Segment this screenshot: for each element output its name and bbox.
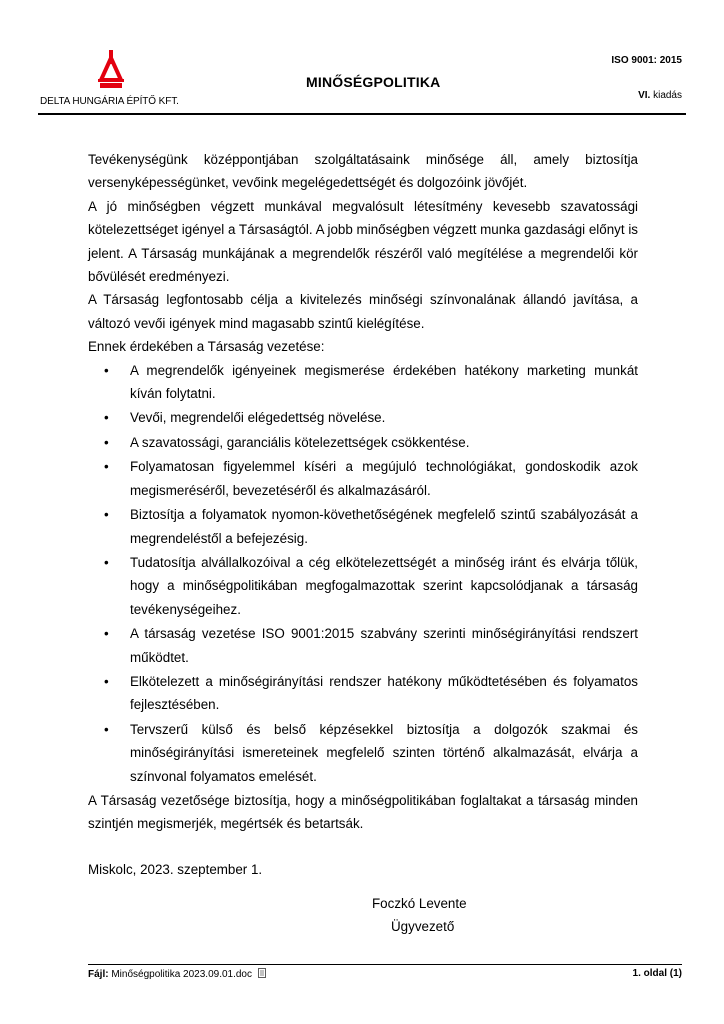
file-label: Fájl: [88,969,109,980]
list-item-text: A megrendelők igényeinek megismerése érdekében hatékony marketing munkát kíván folytatni. [130,362,638,402]
list-item-text: A szavatossági, garanciális kötelezettségek csökkentése. [130,434,470,450]
paragraph-3: A Társaság legfontosabb célja a kivitelezés minőségi színvonalának állandó javítása, a változó vevői igények mind magasabb szintű kielégítése. [88,292,638,331]
list-item-text: Tudatosítja alvállalkozóival a cég elkötelezettségét a minőség iránt és elvárja tőlük, hogy a minőségpolitikában megfogalmazottak szerint kapcsolódjanak a társaság tevékenységeihez. [130,554,638,617]
bullet-icon: • [104,362,109,378]
document-title: MINŐSÉGPOLITIKA [306,74,441,90]
paragraph-5: A Társaság vezetősége biztosítja, hogy a minőségpolitikában foglaltakat a társaság minden szintjén megismerjék, megértsék és betartsák. [88,792,638,832]
document-icon [257,968,267,978]
bullet-icon: • [104,721,109,737]
list-item [88,431,638,454]
list-item-text: Vevői, megrendelői elégedettség növelése. [130,410,386,426]
bullet-icon: • [104,434,109,450]
bullet-icon: • [104,507,109,523]
list-item-text: Biztosítja a folyamatok nyomon-követhetőségének megfelelő szintű szabályozását a megrendeléstől a befejezésig. [130,507,638,546]
list-item-text: Elkötelezett a minőségirányítási rendszer hatékony működtetésében és folyamatos fejlesztésében. [130,673,638,713]
signatory-role: Ügyvezető [391,919,455,934]
place-date: Miskolc, 2023. szeptember 1. [88,861,263,877]
list-item-text: Folyamatosan figyelemmel kíséri a megújuló technológiákat, gondoskodik azok megismeréséről, bevezetéséről és alkalmazásáról. [130,459,638,498]
edition-label [638,90,682,101]
list-item [88,455,638,502]
page-total: (1) [669,968,682,979]
page-number: 1. oldal [632,968,667,979]
edition-number: VI. [638,90,651,101]
policy-list [88,359,638,788]
document-body [88,148,638,881]
paragraph-4: Ennek érdekében a Társaság vezetése: [88,339,325,355]
list-item [88,718,638,788]
spacer [88,836,638,858]
bullet-icon: • [104,673,109,689]
signatory-name: Foczkó Levente [372,896,467,911]
bullet-icon: • [104,410,109,426]
list-item [88,670,638,717]
iso-standard: ISO 9001: 2015 [611,55,682,66]
bullet-icon: • [104,554,109,570]
paragraph-1: Tevékenységünk középpontjában szolgáltatásaink minősége áll, amely biztosítja versenyképességünket, vevőink megelégedettségét és dolgozóink jövőjét. [88,152,638,191]
bullet-icon: • [104,459,109,475]
bullet-icon: • [104,626,109,642]
list-item-text: Tervszerű külső és belső képzésekkel biztosítja a dolgozók szakmai és minőségirányítási ismereteinek megfelelő szinten történő alkalmazását, elvárja a színvonal folyamatos emelését. [130,721,638,784]
list-item [88,503,638,550]
company-logo-icon [98,50,124,90]
page-indicator [633,968,682,979]
edition-text: kiadás [650,90,682,101]
file-name: Minőségpolitika 2023.09.01.doc [108,969,252,980]
list-item [88,551,638,621]
page-header [0,0,724,120]
footer-file [88,968,267,980]
list-item-text: A társaság vezetése ISO 9001:2015 szabvány szerinti minőségirányítási rendszert működtet. [130,626,638,665]
list-item [88,406,638,429]
footer-divider [88,964,682,965]
paragraph-2: A jó minőségben végzett munkával megvalósult létesítmény kevesebb szavatossági kötelezettséget igényel a Társaságtól. A jobb minőségben végzett munka gazdasági előnyt is jelent. A Társaság munkájának a megrendelők részéről való megítélése a megrendelői kör bővülését eredményezi. [88,198,638,285]
company-name: DELTA HUNGÁRIA ÉPÍTŐ KFT. [40,96,179,107]
list-item [88,622,638,669]
header-divider [38,113,686,115]
list-item [88,359,638,406]
